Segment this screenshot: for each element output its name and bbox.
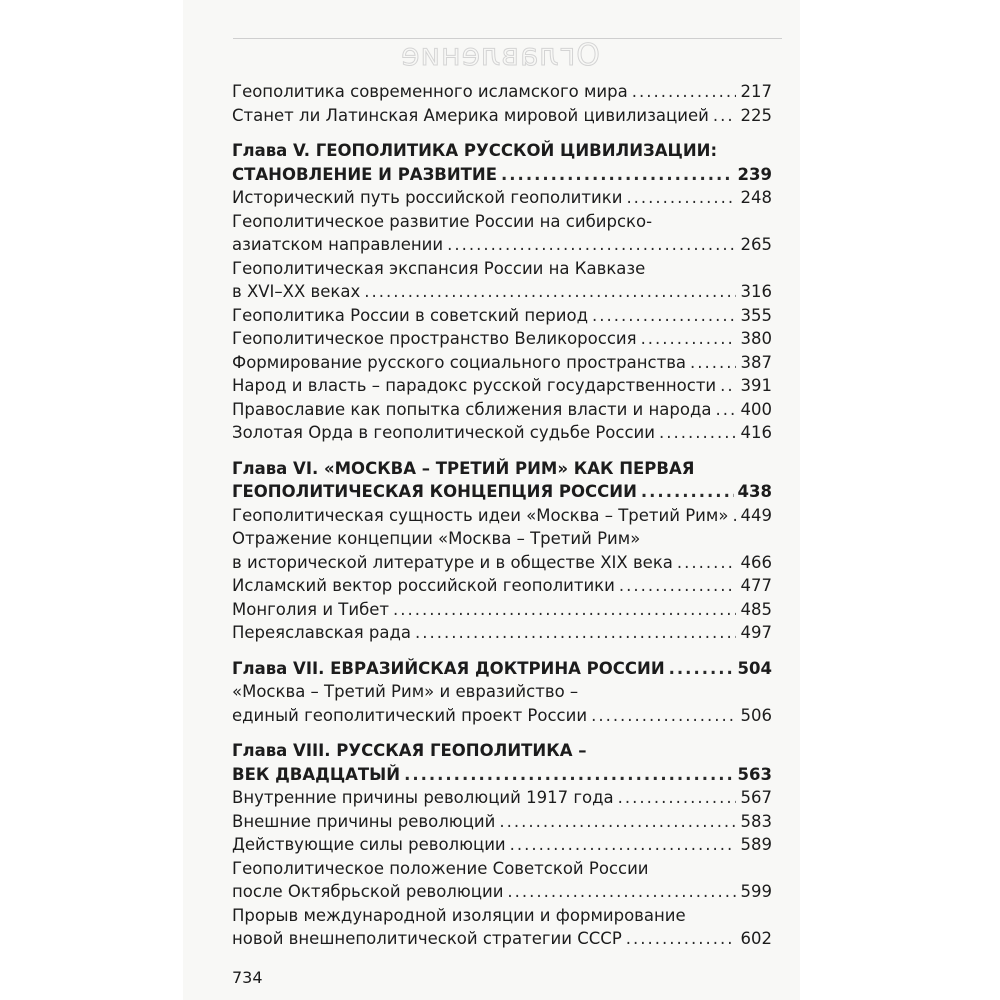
toc-line bbox=[232, 927, 772, 951]
toc-entry[interactable] bbox=[232, 104, 772, 128]
toc-page-number: 449 bbox=[740, 505, 772, 525]
toc-chapter[interactable] bbox=[232, 657, 772, 681]
toc-page-number: 589 bbox=[740, 835, 772, 854]
dot-leader bbox=[720, 374, 736, 398]
toc-entry[interactable] bbox=[232, 598, 772, 622]
dot-leader bbox=[732, 504, 736, 528]
toc-page-number: 563 bbox=[737, 764, 772, 784]
toc-line bbox=[232, 810, 772, 834]
toc-entry[interactable] bbox=[232, 574, 772, 598]
toc-entry[interactable] bbox=[232, 398, 772, 422]
toc-title-text: ВЕК ДВАДЦАТЫЙ bbox=[232, 764, 401, 784]
toc-chapter[interactable] bbox=[232, 139, 772, 186]
dot-leader bbox=[677, 551, 736, 575]
toc-line bbox=[232, 80, 772, 104]
chapter-spacer bbox=[232, 445, 772, 457]
toc-entry[interactable] bbox=[232, 504, 772, 528]
toc-title-text: Геополитическая экспансия России на Кавказе bbox=[232, 258, 646, 278]
toc-entry[interactable] bbox=[232, 786, 772, 810]
toc-line bbox=[232, 574, 772, 598]
toc-entry[interactable] bbox=[232, 857, 772, 904]
chapter-spacer bbox=[232, 645, 772, 657]
dot-leader bbox=[659, 421, 736, 445]
toc-line bbox=[232, 304, 772, 328]
toc-title-text: в исторической литературе и в обществе XIX века bbox=[232, 552, 673, 572]
toc-page-number: 466 bbox=[740, 552, 772, 572]
toc-line bbox=[232, 139, 772, 163]
toc-line bbox=[232, 657, 772, 681]
show-through-header: Оглавление bbox=[400, 38, 600, 73]
dot-leader bbox=[632, 80, 736, 104]
toc-title-text: Отражение концепции «Москва – Третий Рим» bbox=[232, 529, 641, 548]
toc-entry[interactable] bbox=[232, 374, 772, 398]
toc-page-number: 225 bbox=[740, 105, 772, 125]
toc-title-text: новой внешнеполитической стратегии СССР bbox=[232, 929, 622, 948]
toc-line bbox=[232, 480, 772, 504]
toc-line bbox=[232, 598, 772, 622]
toc-title-text: Исторический путь российской геополитики bbox=[232, 188, 623, 207]
toc-entry[interactable] bbox=[232, 304, 772, 328]
toc-entry[interactable] bbox=[232, 680, 772, 727]
toc-page-number: 599 bbox=[740, 882, 772, 901]
toc-line bbox=[232, 421, 772, 445]
toc-page-number: 391 bbox=[740, 376, 772, 395]
toc-line bbox=[232, 457, 772, 481]
toc-line bbox=[232, 904, 772, 928]
dot-leader bbox=[591, 704, 736, 728]
toc-page-number: 438 bbox=[737, 482, 772, 501]
toc-line bbox=[232, 880, 772, 904]
toc-page-number: 583 bbox=[740, 811, 772, 831]
toc-page-number: 316 bbox=[740, 282, 772, 301]
toc-line bbox=[232, 680, 772, 704]
toc-line bbox=[232, 504, 772, 528]
toc-title-text: Геополитическое пространство Великороссия bbox=[232, 329, 637, 348]
dot-leader bbox=[641, 480, 734, 504]
toc-entry[interactable] bbox=[232, 810, 772, 834]
toc-title-text: Внутренние причины революций 1917 года bbox=[232, 788, 614, 807]
toc-line bbox=[232, 527, 772, 551]
toc-title-text: Станет ли Латинская Америка мировой цивилизацией bbox=[232, 105, 709, 125]
toc-page-number: 485 bbox=[740, 599, 772, 619]
toc-line bbox=[232, 786, 772, 810]
dot-leader bbox=[626, 186, 736, 210]
toc-page-number: 265 bbox=[740, 235, 772, 254]
dot-leader bbox=[626, 927, 736, 951]
toc-title-text: ГЕОПОЛИТИЧЕСКАЯ КОНЦЕПЦИЯ РОССИИ bbox=[232, 482, 637, 501]
toc-entry[interactable] bbox=[232, 257, 772, 304]
dot-leader bbox=[641, 327, 736, 351]
toc-title-text: Исламский вектор российской геополитики bbox=[232, 576, 615, 595]
toc-title-text: Монголия и Тибет bbox=[232, 599, 390, 619]
toc-title-text: Действующие силы революции bbox=[232, 835, 506, 854]
toc-entry[interactable] bbox=[232, 421, 772, 445]
toc-line bbox=[232, 351, 772, 375]
toc-entry[interactable] bbox=[232, 621, 772, 645]
toc-title-text: Геополитическое положение Советской России bbox=[232, 858, 649, 878]
toc-chapter[interactable] bbox=[232, 739, 772, 786]
dot-leader bbox=[619, 574, 736, 598]
toc-line bbox=[232, 763, 772, 787]
toc-title-text: Геополитика современного исламского мира bbox=[232, 82, 628, 101]
toc-line bbox=[232, 327, 772, 351]
page-number: 734 bbox=[232, 968, 263, 987]
dot-leader bbox=[499, 810, 736, 834]
toc-page-number: 248 bbox=[740, 188, 772, 207]
toc-title-text: Глава VIII. РУССКАЯ ГЕОПОЛИТИКА – bbox=[232, 741, 587, 760]
toc-line bbox=[232, 374, 772, 398]
dot-leader bbox=[501, 163, 734, 187]
toc-title-text: Православие как попытка сближения власти и народа bbox=[232, 399, 712, 419]
dot-leader bbox=[716, 398, 736, 422]
toc-entry[interactable] bbox=[232, 80, 772, 104]
toc-page-number: 355 bbox=[740, 305, 772, 325]
toc-line bbox=[232, 210, 772, 234]
dot-leader bbox=[393, 598, 736, 622]
toc-title-text: Геополитическая сущность идеи «Москва – Третий Рим» bbox=[232, 505, 729, 525]
dot-leader bbox=[415, 621, 736, 645]
toc-title-text: «Москва – Третий Рим» и евразийство – bbox=[232, 682, 579, 701]
toc-title-text: СТАНОВЛЕНИЕ И РАЗВИТИЕ bbox=[232, 164, 498, 184]
toc-page-number: 217 bbox=[740, 82, 772, 101]
dot-leader bbox=[618, 786, 736, 810]
toc-title-text: Геополитика России в советский период bbox=[232, 305, 588, 325]
dot-leader bbox=[690, 351, 736, 375]
dot-leader bbox=[364, 280, 736, 304]
toc-line bbox=[232, 163, 772, 187]
toc-line bbox=[232, 257, 772, 281]
toc-title-text: Народ и власть – парадокс русской государственности bbox=[232, 376, 717, 395]
toc-title-text: единый геополитический проект России bbox=[232, 705, 588, 725]
toc-entry[interactable] bbox=[232, 351, 772, 375]
toc-line bbox=[232, 104, 772, 128]
chapter-spacer bbox=[232, 127, 772, 139]
dot-leader bbox=[592, 304, 736, 328]
toc-line bbox=[232, 704, 772, 728]
dot-leader bbox=[447, 233, 736, 257]
dot-leader bbox=[507, 880, 736, 904]
toc-line bbox=[232, 186, 772, 210]
toc-page-number: 400 bbox=[740, 399, 772, 419]
toc-title-text: Внешние причины революций bbox=[232, 811, 496, 831]
toc-line bbox=[232, 398, 772, 422]
toc-page-number: 567 bbox=[740, 788, 772, 807]
toc-title-text: Прорыв международной изоляции и формирование bbox=[232, 905, 686, 925]
toc-title-text: Глава VII. ЕВРАЗИЙСКАЯ ДОКТРИНА РОССИИ bbox=[232, 658, 665, 678]
toc-line bbox=[232, 739, 772, 763]
toc-entry[interactable] bbox=[232, 833, 772, 857]
toc-page-number: 387 bbox=[740, 352, 772, 372]
toc-line bbox=[232, 551, 772, 575]
toc-line bbox=[232, 621, 772, 645]
toc-page-number: 504 bbox=[737, 658, 772, 678]
toc-title-text: Глава VI. «МОСКВА – ТРЕТИЙ РИМ» КАК ПЕРВАЯ bbox=[232, 458, 695, 478]
toc-page-number: 416 bbox=[740, 423, 772, 442]
toc-line bbox=[232, 857, 772, 881]
dot-leader bbox=[404, 763, 733, 787]
table-of-contents bbox=[232, 80, 772, 951]
toc-title-text: Золотая Орда в геополитической судьбе России bbox=[232, 423, 655, 442]
toc-page-number: 477 bbox=[740, 576, 772, 595]
toc-page-number: 497 bbox=[740, 623, 772, 642]
toc-entry[interactable] bbox=[232, 527, 772, 574]
toc-title-text: азиатском направлении bbox=[232, 235, 444, 254]
toc-entry[interactable] bbox=[232, 186, 772, 210]
toc-entry[interactable] bbox=[232, 904, 772, 951]
chapter-spacer bbox=[232, 727, 772, 739]
toc-line bbox=[232, 280, 772, 304]
dot-leader bbox=[669, 657, 734, 681]
toc-page-number: 380 bbox=[740, 329, 772, 348]
toc-page-number: 506 bbox=[740, 705, 772, 725]
dot-leader bbox=[510, 833, 736, 857]
toc-chapter[interactable] bbox=[232, 457, 772, 504]
dot-leader bbox=[713, 104, 736, 128]
toc-title-text: Глава V. ГЕОПОЛИТИКА РУССКОЙ ЦИВИЛИЗАЦИИ: bbox=[232, 141, 718, 160]
toc-line bbox=[232, 833, 772, 857]
toc-title-text: после Октябрьской революции bbox=[232, 882, 504, 901]
toc-title-text: Формирование русского социального пространства bbox=[232, 352, 687, 372]
toc-entry[interactable] bbox=[232, 327, 772, 351]
toc-page-number: 602 bbox=[740, 929, 772, 948]
toc-page-number: 239 bbox=[737, 164, 772, 184]
toc-title-text: Геополитическое развитие России на сибирско- bbox=[232, 211, 653, 231]
toc-line bbox=[232, 233, 772, 257]
toc-title-text: в XVI–XX веках bbox=[232, 282, 361, 301]
toc-entry[interactable] bbox=[232, 210, 772, 257]
toc-title-text: Переяславская рада bbox=[232, 623, 411, 642]
